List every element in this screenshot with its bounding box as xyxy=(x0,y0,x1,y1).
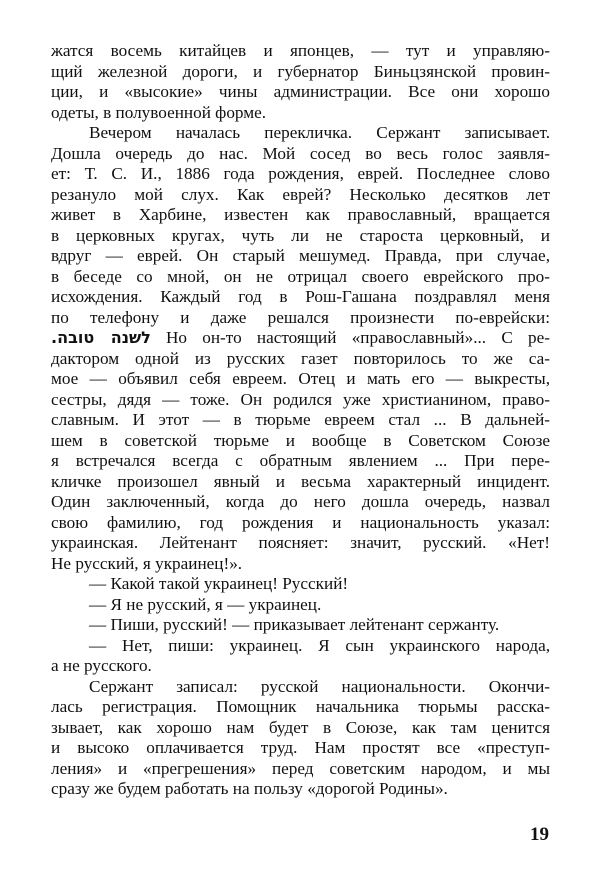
paragraph xyxy=(51,595,550,616)
paragraph xyxy=(51,123,550,574)
line-text: и высоко оплачивается труд. Нам простят все «преступ- xyxy=(51,738,550,757)
line-text: лась регистрация. Помощник начальника тюрьмы расска- xyxy=(51,697,550,716)
line-text: одеты, в полувоенной форме. xyxy=(51,102,267,122)
text-line xyxy=(51,636,550,657)
line-text: свою фамилию, год рождения и национальность указал: xyxy=(51,512,550,532)
line-text: живет в Харбине, известен как православный, вращается xyxy=(51,205,550,224)
paragraph xyxy=(51,636,550,677)
line-text: славным. И этот — в тюрьме евреем стал ... В дальней- xyxy=(51,410,550,429)
line-text: исхождения. Каждый год в Рош-Гашана поздравлял меня xyxy=(51,287,550,306)
text-line xyxy=(51,390,550,411)
text-line xyxy=(51,185,550,206)
line-text: Вечером началась перекличка. Сержант записывает. xyxy=(89,123,550,142)
text-line xyxy=(51,205,550,226)
text-line xyxy=(51,615,550,636)
text-line xyxy=(51,492,550,513)
text-line xyxy=(51,759,550,780)
line-text: Но он-то настоящий «православный»... С ре- xyxy=(166,328,551,347)
text-line xyxy=(51,718,550,739)
line-text: зывает, как хорошо нам будет в Союзе, как там ценится xyxy=(51,717,550,737)
text-line xyxy=(51,738,550,759)
line-text: украинская. Лейтенант поясняет: значит, русский. «Нет! xyxy=(51,533,550,552)
text-line xyxy=(51,574,550,595)
line-text: ции, и «высокие» чины администрации. Все они хорошо xyxy=(51,82,550,101)
paragraph xyxy=(51,615,550,636)
text-line xyxy=(51,164,550,185)
text-line xyxy=(51,349,550,370)
line-text: — Я не русский, я — украинец. xyxy=(89,594,322,614)
line-text: кличке произошел явный и весьма характерный инцидент. xyxy=(51,471,550,491)
text-line xyxy=(51,595,550,616)
text-line xyxy=(51,656,550,677)
text-line xyxy=(51,472,550,493)
line-text: — Какой такой украинец! Русский! xyxy=(89,574,349,593)
text-line xyxy=(51,308,550,329)
text-line xyxy=(51,431,550,452)
text-line xyxy=(51,226,550,247)
text-line xyxy=(51,144,550,165)
line-text: мое — объявил себя евреем. Отец и мать его — выкресты, xyxy=(51,369,550,388)
page-text xyxy=(51,41,550,800)
line-text: шем в советской тюрьме и вообще в Советском Союзе xyxy=(51,430,550,450)
line-text: резануло мой слух. Как еврей? Несколько десятков лет xyxy=(51,184,550,204)
text-line xyxy=(51,779,550,800)
line-text: вдруг — еврей. Он старый мешумед. Правда, при случае, xyxy=(51,246,550,265)
line-text: Один заключенный, когда до него дошла очередь, назвал xyxy=(51,492,550,511)
text-line xyxy=(51,82,550,103)
hebrew-phrase: לשנה טובה. xyxy=(51,328,151,347)
line-text: в беседе со мной, он не отрицал своего еврейского про- xyxy=(51,266,550,286)
text-line xyxy=(51,41,550,62)
line-text: сестры, дядя — тоже. Он родился уже христианином, право- xyxy=(51,389,550,409)
line-text: а не русского. xyxy=(51,656,152,675)
paragraph xyxy=(51,41,550,123)
line-text: Сержант записал: русской национальности. Окончи- xyxy=(89,676,550,696)
line-text: Дошла очередь до нас. Мой сосед во весь голос заявля- xyxy=(51,143,550,163)
text-line xyxy=(51,103,550,124)
text-line xyxy=(51,554,550,575)
text-line xyxy=(51,123,550,144)
text-line xyxy=(51,410,550,431)
line-text: сразу же будем работать на пользу «дорогой Родины». xyxy=(51,779,448,798)
text-line xyxy=(51,451,550,472)
line-text: Не русский, я украинец!». xyxy=(51,553,243,573)
paragraph xyxy=(51,574,550,595)
text-line xyxy=(51,287,550,308)
line-text: я встречался всегда с обратным явлением ... При пере- xyxy=(51,451,550,470)
line-text: щий железной дороги, и губернатор Биньцзянской провин- xyxy=(51,61,550,81)
line-text: — Нет, пиши: украинец. Я сын украинского народа, xyxy=(89,635,550,655)
text-line xyxy=(51,697,550,718)
text-line xyxy=(51,246,550,267)
line-text: жатся восемь китайцев и японцев, — тут и управляю- xyxy=(51,41,550,60)
text-line xyxy=(51,328,550,349)
line-text: ет: Т. С. И., 1886 года рождения, еврей. Последнее слово xyxy=(51,164,550,183)
text-line xyxy=(51,513,550,534)
text-line xyxy=(51,267,550,288)
text-line xyxy=(51,677,550,698)
text-line xyxy=(51,533,550,554)
line-text: — Пиши, русский! — приказывает лейтенант сержанту. xyxy=(89,615,500,634)
line-text: в церковных кругах, чуть ли не староста церковный, и xyxy=(51,225,550,245)
text-line xyxy=(51,62,550,83)
line-text: дактором одной из русских газет повторилось то же са- xyxy=(51,348,550,368)
text-line xyxy=(51,369,550,390)
line-text: ления» и «прегрешения» перед советским народом, и мы xyxy=(51,758,550,778)
paragraph xyxy=(51,677,550,800)
page-number: 19 xyxy=(530,824,549,845)
line-text: по телефону и даже решался произнести по-еврейски: xyxy=(51,307,550,327)
